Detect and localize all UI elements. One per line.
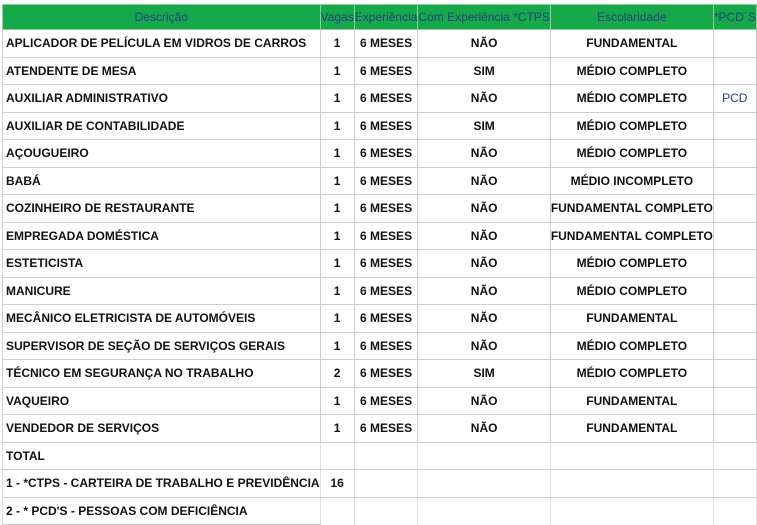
- cell-ctps[interactable]: NÃO: [418, 85, 550, 113]
- cell-pcd[interactable]: [713, 277, 756, 305]
- cell-escolaridade[interactable]: MÉDIO COMPLETO: [550, 85, 713, 113]
- cell-experiencia[interactable]: 6 MESES: [354, 195, 418, 223]
- empty-cell[interactable]: [418, 442, 550, 470]
- cell-descricao[interactable]: COZINHEIRO DE RESTAURANTE: [3, 195, 321, 223]
- empty-cell[interactable]: [550, 470, 713, 498]
- cell-vagas[interactable]: 1: [320, 195, 354, 223]
- cell-ctps[interactable]: NÃO: [418, 222, 550, 250]
- cell-pcd[interactable]: [713, 57, 756, 85]
- cell-ctps[interactable]: NÃO: [418, 195, 550, 223]
- cell-pcd[interactable]: [713, 250, 756, 278]
- cell-descricao[interactable]: AUXILIAR ADMINISTRATIVO: [3, 85, 321, 113]
- cell-experiencia[interactable]: 6 MESES: [354, 250, 418, 278]
- cell-ctps[interactable]: NÃO: [418, 140, 550, 168]
- table-row: [3, 57, 757, 85]
- cell-ctps[interactable]: NÃO: [418, 277, 550, 305]
- cell-experiencia[interactable]: 6 MESES: [354, 415, 418, 443]
- cell-pcd[interactable]: [713, 415, 756, 443]
- job-openings-table: [2, 4, 757, 525]
- cell-experiencia[interactable]: 6 MESES: [354, 387, 418, 415]
- cell-pcd[interactable]: [713, 112, 756, 140]
- cell-escolaridade[interactable]: FUNDAMENTAL: [550, 387, 713, 415]
- cell-vagas[interactable]: 1: [320, 85, 354, 113]
- cell-pcd[interactable]: [713, 332, 756, 360]
- empty-cell: [550, 497, 713, 525]
- table-row: [3, 112, 757, 140]
- cell-ctps[interactable]: SIM: [418, 57, 550, 85]
- cell-descricao[interactable]: AUXILIAR DE CONTABILIDADE: [3, 112, 321, 140]
- cell-vagas[interactable]: 1: [320, 277, 354, 305]
- empty-cell[interactable]: [418, 470, 550, 498]
- cell-experiencia[interactable]: 6 MESES: [354, 85, 418, 113]
- table-row: [3, 140, 757, 168]
- header-escolaridade: Escolaridade: [550, 5, 713, 30]
- cell-descricao[interactable]: EMPREGADA DOMÉSTICA: [3, 222, 321, 250]
- cell-ctps[interactable]: NÃO: [418, 415, 550, 443]
- cell-experiencia[interactable]: 6 MESES: [354, 360, 418, 388]
- cell-experiencia[interactable]: 6 MESES: [354, 277, 418, 305]
- cell-ctps[interactable]: NÃO: [418, 387, 550, 415]
- cell-ctps[interactable]: NÃO: [418, 250, 550, 278]
- empty-cell: [320, 497, 354, 525]
- cell-escolaridade[interactable]: MÉDIO COMPLETO: [550, 277, 713, 305]
- table-row: [3, 195, 757, 223]
- cell-experiencia[interactable]: 6 MESES: [354, 222, 418, 250]
- empty-cell[interactable]: [354, 470, 418, 498]
- cell-descricao[interactable]: BABÁ: [3, 167, 321, 195]
- table-row: [3, 167, 757, 195]
- cell-pcd[interactable]: [713, 140, 756, 168]
- cell-experiencia[interactable]: 6 MESES: [354, 305, 418, 333]
- cell-experiencia[interactable]: 6 MESES: [354, 57, 418, 85]
- cell-vagas[interactable]: 1: [320, 387, 354, 415]
- header-row: [3, 5, 757, 30]
- cell-pcd[interactable]: [713, 387, 756, 415]
- cell-vagas[interactable]: 1: [320, 140, 354, 168]
- cell-pcd[interactable]: PCD: [713, 85, 756, 113]
- cell-descricao[interactable]: VENDEDOR DE SERVIÇOS: [3, 415, 321, 443]
- cell-descricao[interactable]: TÉCNICO EM SEGURANÇA NO TRABALHO: [3, 360, 321, 388]
- table-row: [3, 305, 757, 333]
- cell-vagas[interactable]: 2: [320, 360, 354, 388]
- cell-escolaridade[interactable]: MÉDIO COMPLETO: [550, 57, 713, 85]
- cell-pcd[interactable]: [713, 305, 756, 333]
- cell-vagas[interactable]: 1: [320, 167, 354, 195]
- cell-pcd[interactable]: [713, 222, 756, 250]
- cell-ctps[interactable]: SIM: [418, 112, 550, 140]
- cell-descricao[interactable]: MECÂNICO ELETRICISTA DE AUTOMÓVEIS: [3, 305, 321, 333]
- cell-vagas[interactable]: 1: [320, 30, 354, 58]
- table-row: [3, 360, 757, 388]
- cell-vagas[interactable]: 1: [320, 332, 354, 360]
- cell-vagas[interactable]: 1: [320, 305, 354, 333]
- cell-experiencia[interactable]: 6 MESES: [354, 140, 418, 168]
- cell-ctps[interactable]: NÃO: [418, 332, 550, 360]
- cell-pcd[interactable]: [713, 360, 756, 388]
- table-row: [3, 30, 757, 58]
- ctps-note-row: [3, 470, 757, 498]
- empty-cell: [418, 497, 550, 525]
- empty-cell[interactable]: [713, 442, 756, 470]
- cell-escolaridade[interactable]: FUNDAMENTAL: [550, 415, 713, 443]
- table-row: [3, 222, 757, 250]
- cell-ctps[interactable]: NÃO: [418, 167, 550, 195]
- total-vagas-value[interactable]: 16: [320, 470, 354, 498]
- table-row: [3, 332, 757, 360]
- header-experiencia: Experiência: [354, 5, 418, 30]
- cell-experiencia[interactable]: 6 MESES: [354, 332, 418, 360]
- header-vagas: Vagas: [320, 5, 354, 30]
- cell-descricao[interactable]: SUPERVISOR DE SEÇÃO DE SERVIÇOS GERAIS: [3, 332, 321, 360]
- header-com-experiencia-ctps: Com Experiência *CTPS: [418, 5, 550, 30]
- empty-cell: [713, 497, 756, 525]
- cell-vagas[interactable]: 1: [320, 112, 354, 140]
- cell-experiencia[interactable]: 6 MESES: [354, 167, 418, 195]
- cell-descricao[interactable]: MANICURE: [3, 277, 321, 305]
- cell-vagas[interactable]: 1: [320, 57, 354, 85]
- cell-escolaridade[interactable]: MÉDIO COMPLETO: [550, 332, 713, 360]
- cell-vagas[interactable]: 1: [320, 222, 354, 250]
- total-label[interactable]: TOTAL: [3, 442, 321, 470]
- header-descricao: Descrição: [3, 5, 321, 30]
- header-pcds: *PCD´S: [713, 5, 756, 30]
- cell-pcd[interactable]: [713, 30, 756, 58]
- cell-escolaridade[interactable]: FUNDAMENTAL: [550, 305, 713, 333]
- table-row: [3, 85, 757, 113]
- cell-descricao[interactable]: ESTETICISTA: [3, 250, 321, 278]
- cell-vagas[interactable]: 1: [320, 250, 354, 278]
- cell-descricao[interactable]: APLICADOR DE PELÍCULA EM VIDROS DE CARROS: [3, 30, 321, 58]
- cell-experiencia[interactable]: 6 MESES: [354, 30, 418, 58]
- cell-escolaridade[interactable]: FUNDAMENTAL COMPLETO: [550, 222, 713, 250]
- empty-cell[interactable]: [354, 442, 418, 470]
- cell-descricao[interactable]: AÇOUGUEIRO: [3, 140, 321, 168]
- pcd-note-row: [3, 497, 757, 525]
- cell-ctps[interactable]: SIM: [418, 360, 550, 388]
- cell-descricao[interactable]: VAQUEIRO: [3, 387, 321, 415]
- total-row: [3, 442, 757, 470]
- cell-escolaridade[interactable]: FUNDAMENTAL: [550, 30, 713, 58]
- empty-cell: [354, 497, 418, 525]
- cell-escolaridade[interactable]: MÉDIO COMPLETO: [550, 250, 713, 278]
- table-row: [3, 250, 757, 278]
- cell-escolaridade[interactable]: MÉDIO COMPLETO: [550, 140, 713, 168]
- cell-escolaridade[interactable]: MÉDIO COMPLETO: [550, 112, 713, 140]
- table-row: [3, 387, 757, 415]
- note-ctps[interactable]: 1 - *CTPS - CARTEIRA DE TRABALHO E PREVIDÊNCIA: [3, 470, 321, 498]
- empty-cell[interactable]: [713, 470, 756, 498]
- empty-cell[interactable]: [320, 442, 354, 470]
- table-row: [3, 415, 757, 443]
- cell-vagas[interactable]: 1: [320, 415, 354, 443]
- cell-escolaridade[interactable]: MÉDIO INCOMPLETO: [550, 167, 713, 195]
- cell-ctps[interactable]: NÃO: [418, 305, 550, 333]
- cell-ctps[interactable]: NÃO: [418, 30, 550, 58]
- empty-cell[interactable]: [550, 442, 713, 470]
- cell-experiencia[interactable]: 6 MESES: [354, 112, 418, 140]
- cell-descricao[interactable]: ATENDENTE DE MESA: [3, 57, 321, 85]
- cell-pcd[interactable]: [713, 195, 756, 223]
- cell-escolaridade[interactable]: FUNDAMENTAL COMPLETO: [550, 195, 713, 223]
- cell-escolaridade[interactable]: MÉDIO COMPLETO: [550, 360, 713, 388]
- table-row: [3, 277, 757, 305]
- cell-pcd[interactable]: [713, 167, 756, 195]
- note-pcd[interactable]: 2 - * PCD'S - PESSOAS COM DEFICIÊNCIA: [3, 497, 321, 525]
